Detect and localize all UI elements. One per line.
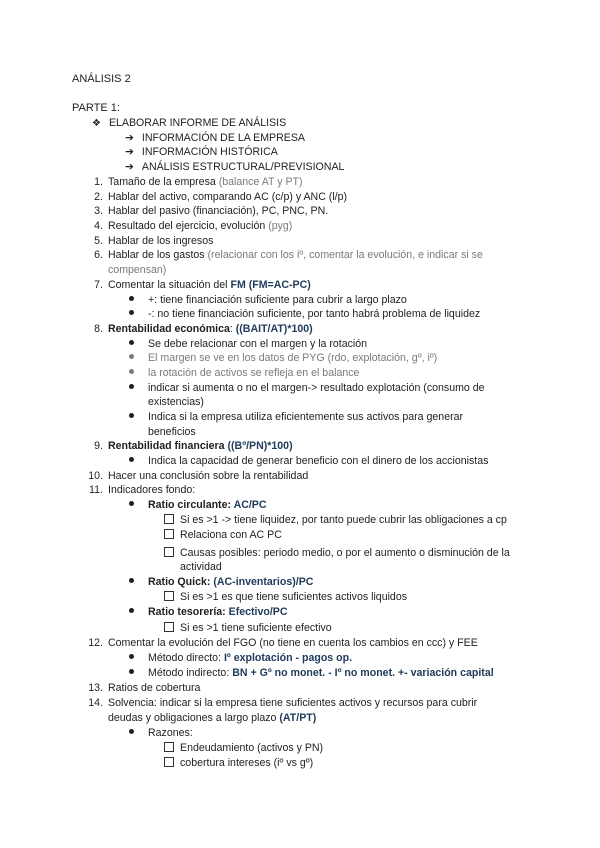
arrow-icon: ➔ bbox=[125, 146, 134, 158]
checkbox-icon[interactable] bbox=[164, 514, 174, 524]
bullet-item: Método indirecto: BN + Gº no monet. - Iº no monet. +- variación capital bbox=[129, 666, 494, 680]
bullet-icon bbox=[129, 578, 134, 583]
checkbox-icon[interactable] bbox=[164, 547, 174, 557]
list-item-continuation: deudas y obligaciones a largo plazo (AT/PT) bbox=[108, 712, 317, 724]
checkbox-icon[interactable] bbox=[164, 742, 174, 752]
list-item: 14. Solvencia: indicar si la empresa tiene suficientes activos y recursos para cubrir bbox=[88, 697, 478, 709]
checkbox-icon[interactable] bbox=[164, 529, 174, 539]
list-item: 4. Resultado del ejercicio, evolución (pyg) bbox=[94, 220, 293, 232]
diamond-bullet-icon: ❖ bbox=[92, 118, 101, 129]
bullet-icon bbox=[129, 369, 134, 374]
checklist-item: Si es >1 es que tiene suficientes activos liquidos bbox=[164, 590, 407, 604]
list-item: 7. Comentar la situación del FM (FM=AC-PC) bbox=[94, 279, 311, 291]
bullet-icon bbox=[129, 296, 134, 301]
list-item-continuation: compensan) bbox=[108, 264, 167, 276]
checklist-item-continuation: actividad bbox=[180, 561, 222, 573]
bullet-item: Indica la capacidad de generar beneficio con el dinero de los accionistas bbox=[129, 454, 488, 468]
list-item: 3. Hablar del pasivo (financiación), PC, PNC, PN. bbox=[94, 205, 329, 217]
bullet-icon bbox=[129, 340, 134, 345]
bullet-icon bbox=[129, 729, 134, 734]
list-item: 5. Hablar de los ingresos bbox=[94, 235, 214, 247]
bullet-item: -: no tiene financiación suficiente, por tanto habrá problema de liquidez bbox=[129, 307, 480, 321]
bullet-item: +: tiene financiación suficiente para cubrir a largo plazo bbox=[129, 293, 407, 307]
bullet-item: El margen se ve en los datos de PYG (rdo, explotación, gº, iº) bbox=[129, 351, 437, 365]
sub-item: ➔ INFORMACIÓN HISTÓRICA bbox=[125, 146, 278, 158]
bullet-icon bbox=[129, 354, 134, 359]
checklist-item: Endeudamiento (activos y PN) bbox=[164, 741, 323, 755]
bullet-icon bbox=[129, 501, 134, 506]
bullet-item: la rotación de activos se refleja en el balance bbox=[129, 366, 359, 380]
bullet-item: Se debe relacionar con el margen y la rotación bbox=[129, 337, 367, 351]
bullet-icon bbox=[129, 384, 134, 389]
arrow-icon: ➔ bbox=[125, 161, 134, 173]
bullet-icon bbox=[129, 608, 134, 613]
bullet-item: indicar si aumenta o no el margen-> resultado explotación (consumo de bbox=[129, 381, 485, 395]
sub-item: ➔ ANÁLISIS ESTRUCTURAL/PREVISIONAL bbox=[125, 161, 345, 173]
list-item: 12. Comentar la evolución del FGO (no tiene en cuenta los cambios en ccc) y FEE bbox=[88, 637, 478, 649]
bullet-item-continuation: existencias) bbox=[148, 396, 204, 408]
bullet-icon bbox=[129, 654, 134, 659]
section-heading: ❖ ELABORAR INFORME DE ANÁLISIS bbox=[92, 117, 287, 129]
bullet-item: Indica si la empresa utiliza eficientemente sus activos para generar bbox=[129, 410, 463, 424]
part-heading: PARTE 1: bbox=[72, 102, 120, 114]
checklist-item: Si es >1 -> tiene liquidez, por tanto puede cubrir las obligaciones a cp bbox=[164, 513, 507, 527]
checklist-item: Relaciona con AC PC bbox=[164, 528, 282, 542]
list-item: 1. Tamaño de la empresa (balance AT y PT) bbox=[94, 176, 303, 188]
list-item: 10. Hacer una conclusión sobre la rentabilidad bbox=[88, 470, 309, 482]
list-item: 6. Hablar de los gastos (relacionar con los iº, comentar la evolución, e indicar si se bbox=[94, 249, 483, 261]
doc-title: ANÁLISIS 2 bbox=[72, 73, 131, 85]
sub-item: ➔ INFORMACIÓN DE LA EMPRESA bbox=[125, 132, 305, 144]
list-item: 9. Rentabilidad financiera ((Bº/PN)*100) bbox=[94, 440, 293, 452]
bullet-item-continuation: beneficios bbox=[148, 426, 196, 438]
list-item: 8. Rentabilidad económica: ((BAIT/AT)*100) bbox=[94, 323, 313, 335]
bullet-item: Ratio circulante: AC/PC bbox=[129, 498, 267, 512]
arrow-icon: ➔ bbox=[125, 132, 134, 144]
bullet-item: Razones: bbox=[129, 726, 193, 740]
bullet-item: Ratio tesorería: Efectivo/PC bbox=[129, 605, 288, 619]
checkbox-icon[interactable] bbox=[164, 757, 174, 767]
bullet-icon bbox=[129, 457, 134, 462]
bullet-icon bbox=[129, 310, 134, 315]
checklist-item: Si es >1 tiene suficiente efectivo bbox=[164, 621, 332, 635]
bullet-item: Ratio Quick: (AC-inventarios)/PC bbox=[129, 575, 313, 589]
bullet-icon bbox=[129, 413, 134, 418]
list-item: 13. Ratios de cobertura bbox=[88, 682, 201, 694]
list-item: 11. Indicadores fondo: bbox=[89, 484, 196, 496]
bullet-item: Método directo: Iº explotación - pagos op. bbox=[129, 651, 352, 665]
bullet-icon bbox=[129, 669, 134, 674]
checklist-item: Causas posibles: periodo medio, o por el aumento o disminución de la bbox=[164, 546, 510, 560]
checkbox-icon[interactable] bbox=[164, 591, 174, 601]
list-item: 2. Hablar del activo, comparando AC (c/p) y ANC (l/p) bbox=[94, 191, 348, 203]
checklist-item: cobertura intereses (iº vs gº) bbox=[164, 756, 313, 770]
checkbox-icon[interactable] bbox=[164, 622, 174, 632]
